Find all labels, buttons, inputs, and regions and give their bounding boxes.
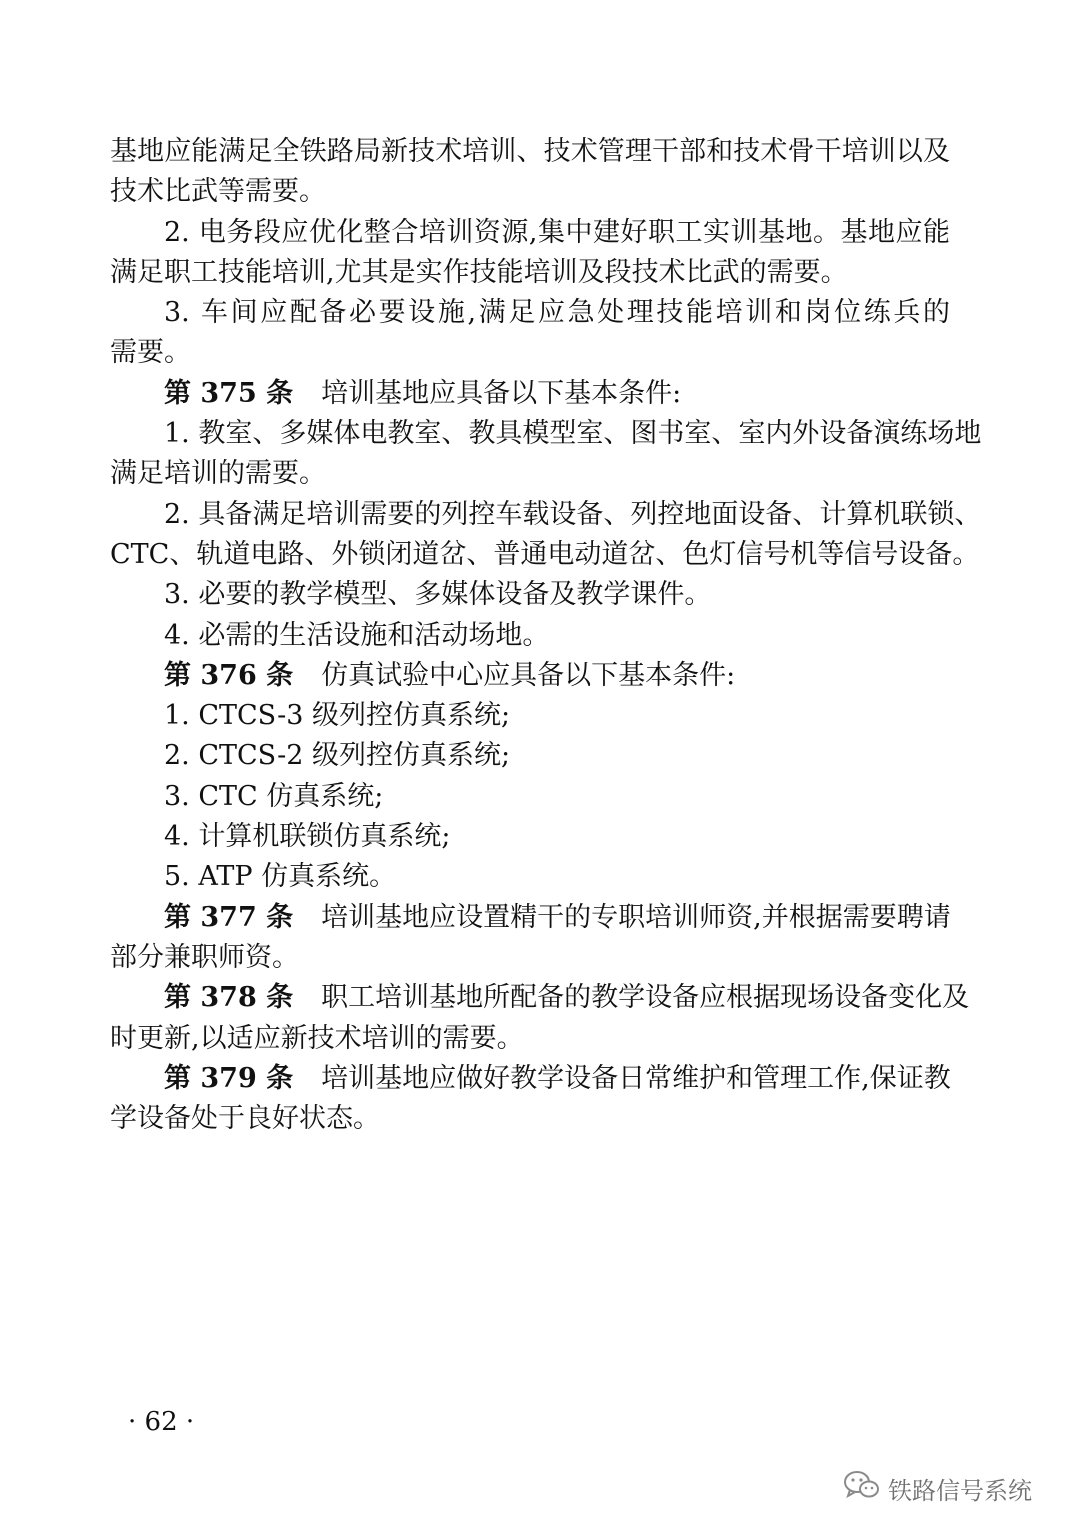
line-text: CTC、轨道电路、外锁闭道岔、普通电动道岔、色灯信号机等信号设备。 <box>110 538 980 570</box>
line-text: 学设备处于良好状态。 <box>110 1103 380 1135</box>
line-text: 4. 必需的生活设施和活动场地。 <box>164 619 550 651</box>
text-line <box>110 454 950 494</box>
line-text: 1. 教室、多媒体电教室、教具模型室、图书室、室内外设备演练场地 <box>164 418 982 450</box>
line-text: 2. 电务段应优化整合培训资源,集中建好职工实训基地。基地应能 <box>164 216 950 248</box>
watermark <box>842 1466 1032 1510</box>
page-number: · 62 · <box>128 1407 195 1437</box>
text-line <box>110 1059 950 1099</box>
line-text: 培训基地应具备以下基本条件: <box>321 377 682 409</box>
text-line <box>110 293 950 333</box>
line-text: 需要。 <box>110 337 191 369</box>
text-line <box>110 616 950 656</box>
line-text: 1. CTCS-3 级列控仿真系统; <box>164 700 511 732</box>
text-line <box>110 696 950 736</box>
text-line <box>110 857 950 897</box>
text-line <box>110 253 950 293</box>
text-line <box>110 978 970 1018</box>
line-text: 培训基地应做好教学设备日常维护和管理工作,保证教 <box>321 1062 951 1094</box>
line-text: 职工培训基地所配备的教学设备应根据现场设备变化及 <box>321 982 970 1014</box>
text-line <box>110 535 980 575</box>
line-text: 基地应能满足全铁路局新技术培训、技术管理干部和技术骨干培训以及 <box>110 136 950 167</box>
text-line <box>110 414 982 454</box>
line-text: 3. 车间应配备必要设施,满足应急处理技能培训和岗位练兵的 <box>164 297 950 329</box>
text-line <box>110 495 982 535</box>
watermark-text: 铁路信号系统 <box>888 1476 1032 1505</box>
text-line <box>110 1019 950 1059</box>
line-text: 3. CTC 仿真系统; <box>164 780 384 812</box>
line-text: 仿真试验中心应具备以下基本条件: <box>321 659 736 691</box>
text-line <box>110 374 950 414</box>
text-line <box>110 898 950 938</box>
article-number: 第 375 条 <box>164 377 294 409</box>
line-text: 2. CTCS-2 级列控仿真系统; <box>164 740 511 772</box>
line-text: 满足培训的需要。 <box>110 458 326 490</box>
text-line <box>110 736 950 776</box>
line-text: 4. 计算机联锁仿真系统; <box>164 821 451 853</box>
text-line <box>110 132 950 172</box>
line-text: 2. 具备满足培训需要的列控车载设备、列控地面设备、计算机联锁、 <box>164 498 982 530</box>
text-line <box>110 1099 950 1139</box>
line-text: 部分兼职师资。 <box>110 941 299 973</box>
text-line <box>110 172 950 212</box>
line-text: 5. ATP 仿真系统。 <box>164 861 397 893</box>
text-line <box>110 656 950 696</box>
article-number: 第 379 条 <box>164 1062 294 1094</box>
line-text: 培训基地应设置精干的专职培训师资,并根据需要聘请 <box>321 901 951 933</box>
text-line <box>110 938 950 978</box>
document-body <box>110 132 982 1139</box>
line-text: 满足职工技能培训,尤其是实作技能培训及段技术比武的需要。 <box>110 256 848 288</box>
wechat-icon <box>842 1468 888 1508</box>
line-text: 技术比武等需要。 <box>110 176 326 208</box>
text-line <box>110 575 950 615</box>
line-text: 时更新,以适应新技术培训的需要。 <box>110 1022 524 1054</box>
text-line <box>110 817 950 857</box>
text-line <box>110 777 950 817</box>
article-number: 第 377 条 <box>164 901 294 933</box>
text-line <box>110 213 950 253</box>
line-text: 3. 必要的教学模型、多媒体设备及教学课件。 <box>164 579 712 611</box>
article-number: 第 378 条 <box>164 982 294 1014</box>
text-line <box>110 333 950 373</box>
article-number: 第 376 条 <box>164 659 294 691</box>
